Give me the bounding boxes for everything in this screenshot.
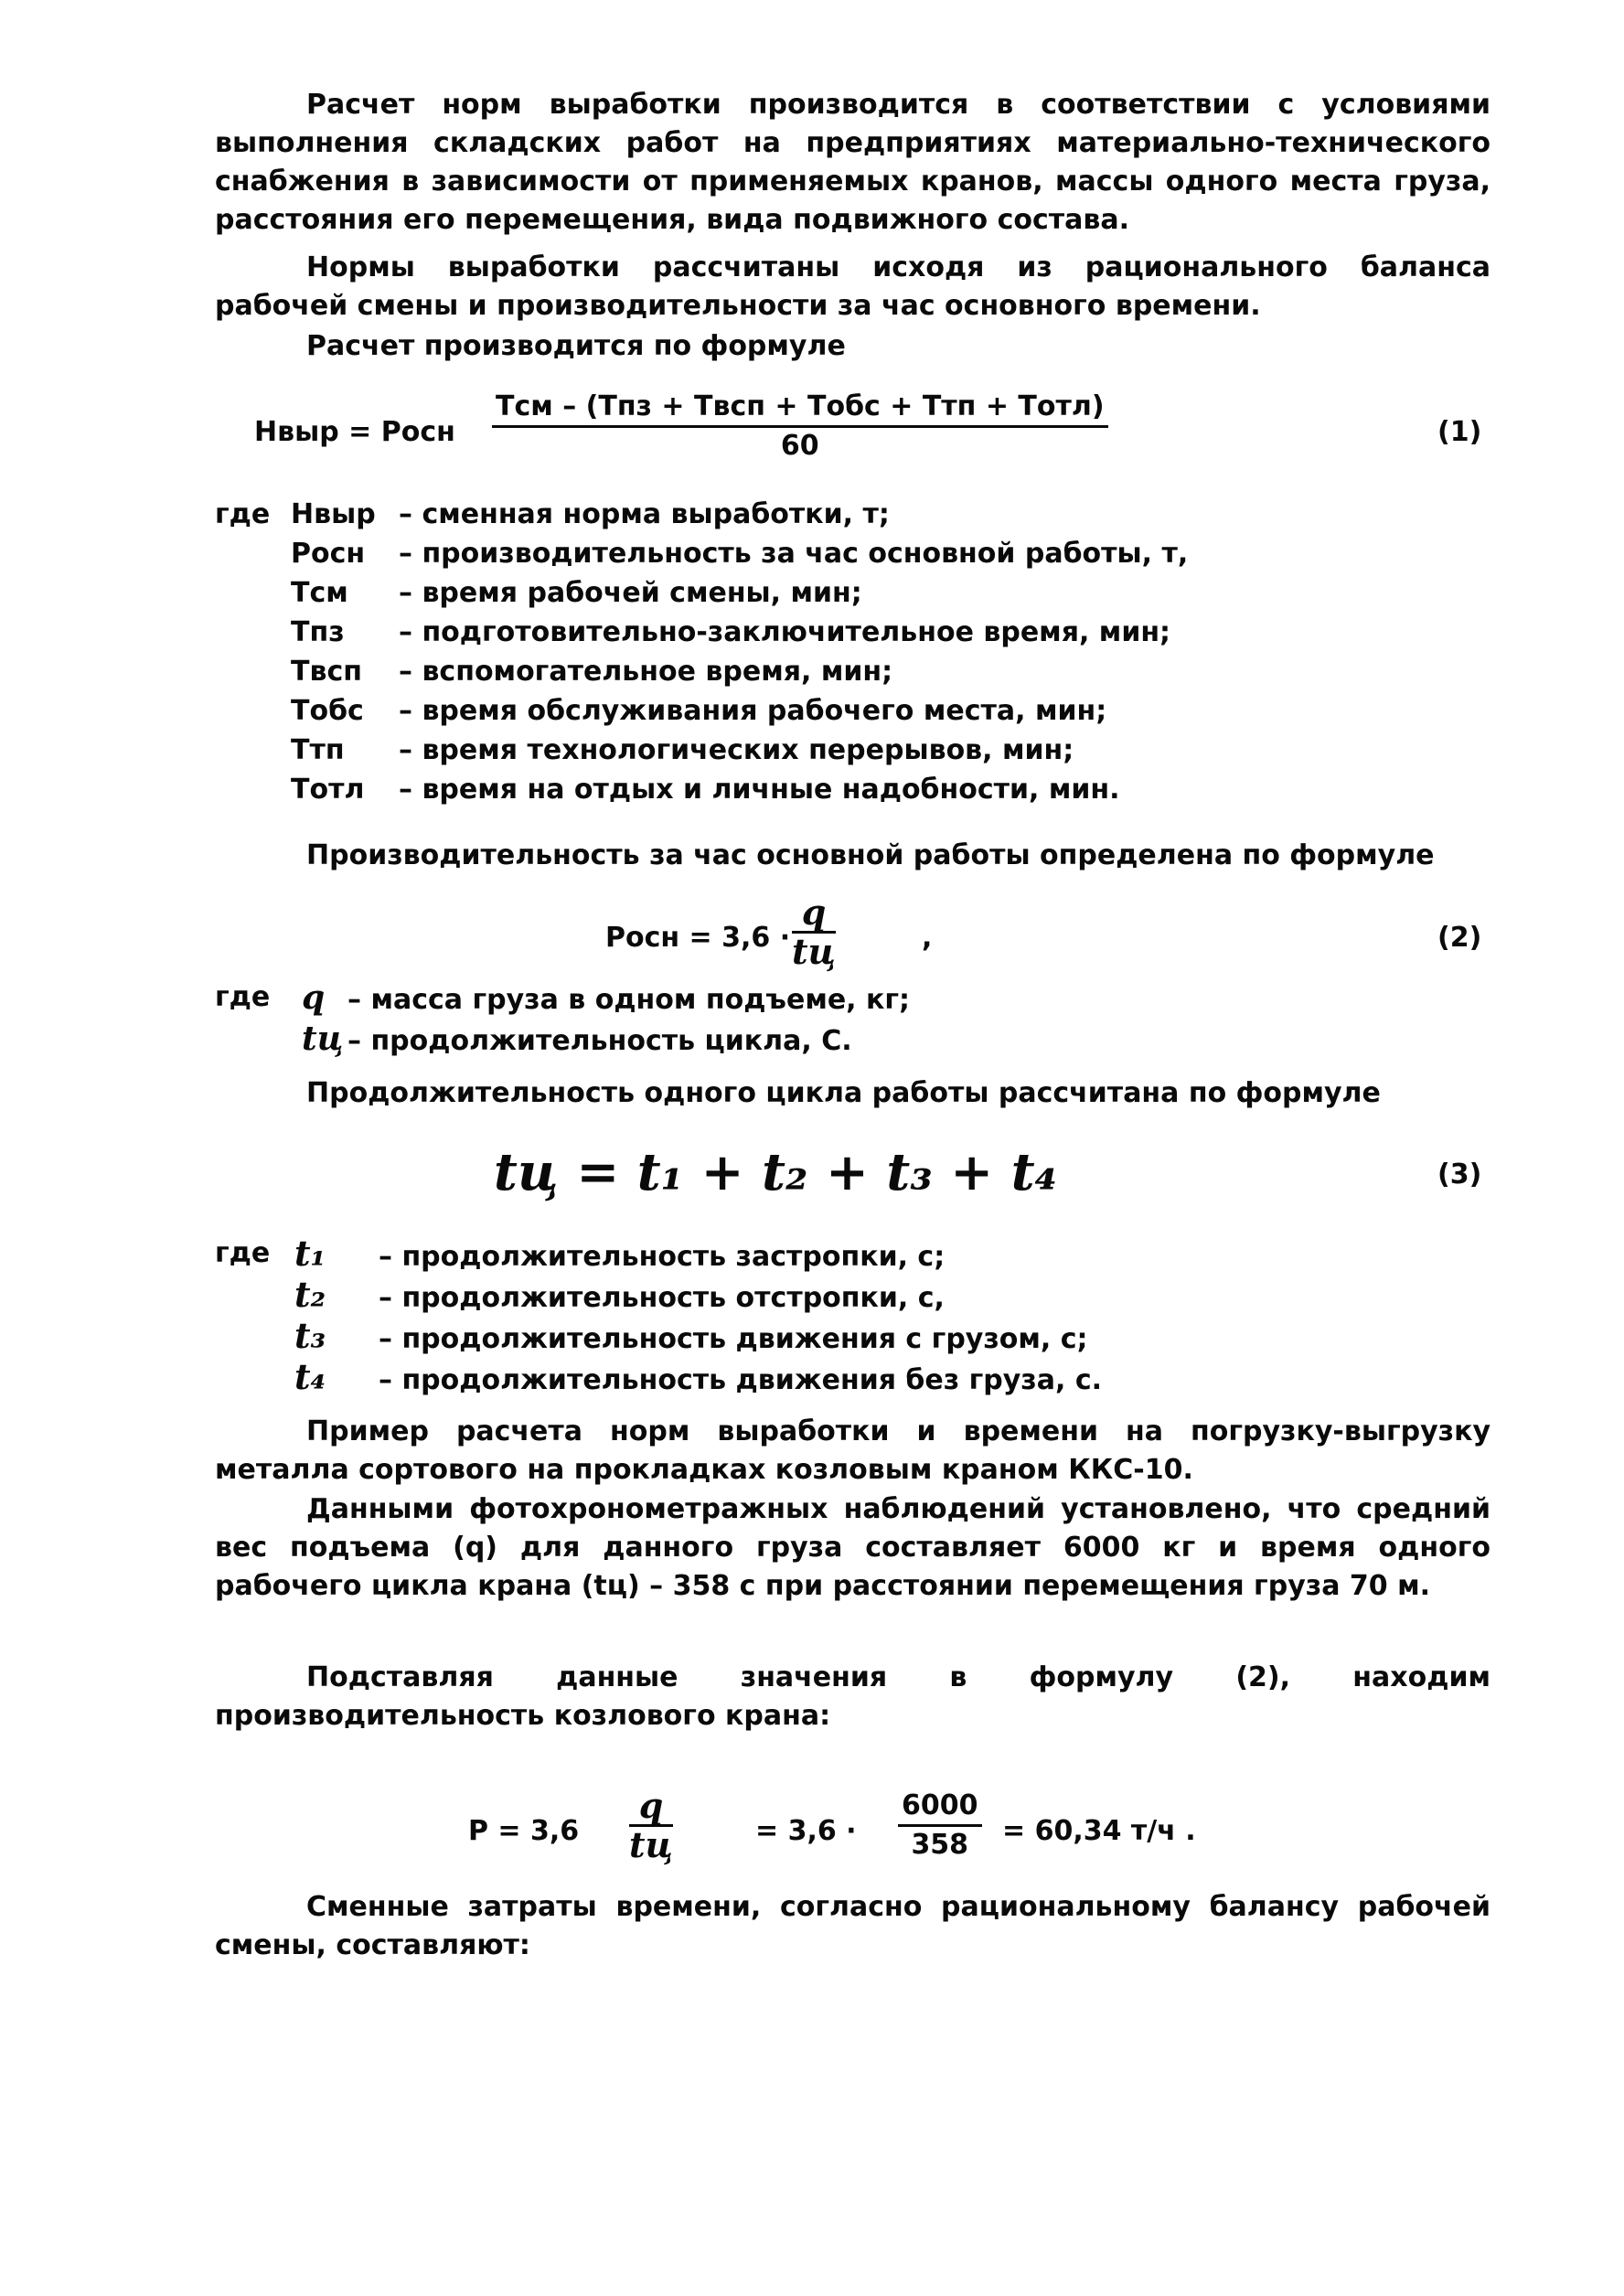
definition-item: Росн – производительность за час основной работы, т, [291, 538, 1189, 570]
formula3-expression: tц = t₁ + t₂ + t₃ + t₄ [494, 1142, 1058, 1202]
paragraph-norms: Нормы выработки рассчитаны исходя из рационального баланса рабочей смены и производительности за час основного времени. [215, 251, 1490, 322]
formula4-numerator-q: q [629, 1788, 673, 1827]
defs2-where: где [215, 981, 271, 1013]
definition-item: tц – продолжительность цикла, С. [302, 1020, 852, 1058]
formula4-denominator-tc: tц [629, 1824, 674, 1865]
definition-item: t₁ – продолжительность застропки, с; [294, 1233, 946, 1274]
formula2-fraction [792, 894, 836, 970]
paragraph-observations: Данными фотохронометражных наблюдений установлено, что средний вес подъема (q) для данного груза составляет 6000 кг и время одного рабочего цикла крана (tц) – 358 с при расстоянии перемещения груза 70 м. [215, 1493, 1490, 1602]
definition-item: Тобс – время обслуживания рабочего места, мин; [291, 695, 1107, 727]
paragraph-formula-intro: Расчет производится по формуле [306, 330, 846, 362]
definition-item: t₃ – продолжительность движения с грузом, с; [294, 1315, 1088, 1356]
paragraph-example: Пример расчета норм выработки и времени на погрузку-выгрузку металла сортового на прокладках козловым краном ККС-10. [215, 1415, 1490, 1486]
formula4-fraction-numeric [898, 1788, 982, 1863]
formula2-numerator: q [792, 894, 836, 934]
definition-item: q – масса груза в одном подъеме, кг; [302, 978, 911, 1017]
formula2-denominator: tц [792, 931, 837, 972]
definition-item: Нвыр – сменная норма выработки, т; [291, 498, 890, 530]
formula1-number: (1) [1437, 416, 1482, 448]
paragraph-cycle: Продолжительность одного цикла работы рассчитана по формуле [306, 1077, 1381, 1109]
formula1-lhs: Нвыр = Росн [254, 416, 455, 448]
definition-item: Ттп – время технологических перерывов, мин; [291, 734, 1074, 766]
formula3-number: (3) [1437, 1159, 1482, 1191]
definition-item: Тотл – время на отдых и личные надобности, мин. [291, 774, 1120, 806]
formula4-result: = 60,34 т/ч . [1002, 1815, 1196, 1847]
formula4-mid: = 3,6 · [755, 1815, 857, 1847]
formula4-fraction-symbolic [629, 1785, 674, 1865]
formula1-fraction [492, 389, 1108, 465]
definition-item: Тпз – подготовительно-заключительное время, мин; [291, 616, 1171, 648]
definition-item: t₄ – продолжительность движения без груза, с. [294, 1356, 1103, 1397]
defs3-where: где [215, 1237, 271, 1269]
formula4-lhs: Р = 3,6 [468, 1815, 580, 1847]
paragraph-intro: Расчет норм выработки производится в соответствии с условиями выполнения складских работ на предприятиях материально-технического снабжения в зависимости от применяемых кранов, массы одного места груза, расстояния его перемещения, вида подвижного состава. [215, 89, 1490, 236]
formula2-tail: , [922, 922, 933, 954]
defs1-where: где [215, 498, 271, 530]
definition-item: Тсм – время рабочей смены, мин; [291, 577, 862, 609]
formula2-lhs: Росн = 3,6 · [605, 922, 791, 954]
formula2-number: (2) [1437, 922, 1482, 954]
paragraph-shift-costs: Сменные затраты времени, согласно рациональному балансу рабочей смены, составляют: [215, 1891, 1490, 1961]
definition-item: Твсп – вспомогательное время, мин; [291, 656, 893, 688]
paragraph-substitution: Подставляя данные значения в формулу (2), находим производительность козлового крана: [215, 1661, 1490, 1732]
paragraph-productivity: Производительность за час основной работы определена по формуле [306, 839, 1435, 871]
formula1-denominator: 60 [780, 430, 819, 462]
definition-item: t₂ – продолжительность отстропки, с, [294, 1274, 945, 1315]
formula4-denominator-value: 358 [911, 1829, 969, 1861]
formula4-numerator-value: 6000 [898, 1788, 982, 1827]
formula1-numerator: Тсм – (Тпз + Твсп + Тобс + Ттп + Тотл) [492, 389, 1108, 428]
